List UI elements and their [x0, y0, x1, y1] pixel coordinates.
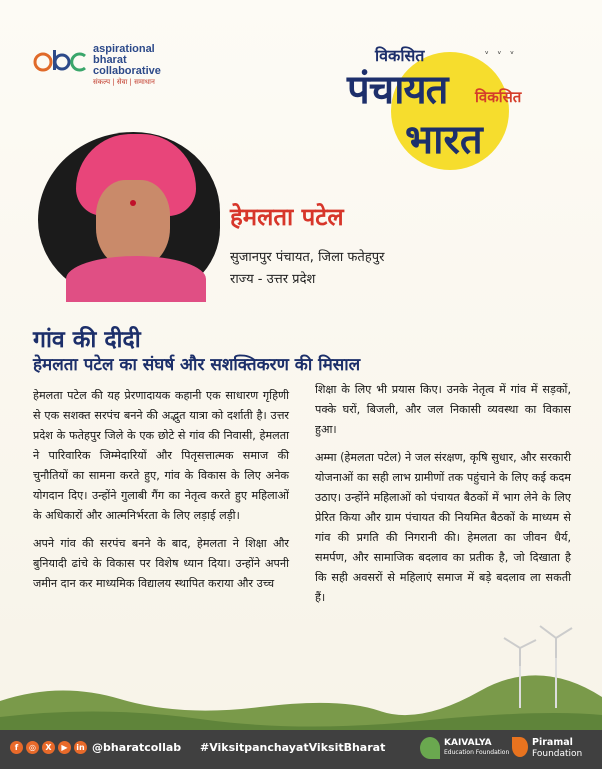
instagram-icon[interactable]: ◎: [26, 741, 39, 754]
kaivalya-mark-icon: [420, 737, 440, 759]
abc-logo: [33, 44, 193, 86]
profile-state: राज्य - उत्तर प्रदेश: [230, 272, 316, 287]
campaign-line4: भारत: [405, 117, 483, 163]
org-name: [93, 44, 161, 77]
social-handle[interactable]: @bharatcollab: [92, 741, 182, 754]
partner1-sub: Education Foundation: [444, 749, 510, 756]
paragraph: अम्मा (हेमलता पटेल) ने जल संरक्षण, कृषि सुधार, और सरकारी योजनाओं का सही लाभ ग्रामीणों तक पहुंचाने के लिए कई कदम उठाए। उन्होंने महिलाओं को पंचायत बैठकों में भाग लेने के लिए प्रेरित किया और ग्राम पंचायत की नियमित बैठकों के माध्यम से गांव की प्रगति की निगरानी की। हेमलता का जीवन धैर्य, समर्पण, और सामाजिक बदलाव का प्रतीक है, जो दिखाता है कि सही अवसरों से महिलाएं समाज में बड़े बदलाव ला सकती हैं।: [315, 451, 571, 604]
org-name-line3: collaborative: [93, 65, 161, 77]
org-name-line1: aspirational: [93, 43, 155, 55]
footer-bar: [0, 730, 602, 769]
paragraph: शिक्षा के लिए भी प्रयास किए। उनके नेतृत्व में गांव में सड़कों, पक्के घरों, बिजली, और जल निकासी व्यवस्था का विकास हुआ।: [315, 383, 571, 436]
x-icon[interactable]: X: [42, 741, 55, 754]
face: [96, 180, 170, 268]
org-name-line2: bharat: [93, 54, 127, 66]
campaign-line1: विकसित: [375, 46, 425, 65]
facebook-icon[interactable]: f: [10, 741, 23, 754]
profile-location: सुजानपुर पंचायत, जिला फतेहपुर: [230, 250, 385, 265]
campaign-line3: विकसित: [475, 88, 522, 106]
profile-name: हेमलता पटेल: [230, 203, 344, 231]
paragraph: अपने गांव की सरपंच बनने के बाद, हेमलता ने शिक्षा और बुनियादी ढांचे के विकास पर विशेष ध्यान दिया। उन्होंने अपनी जमीन दान कर माध्यमिक विद्यालय स्थापित कराया और उच्च: [33, 537, 289, 590]
org-tagline: संकल्प | सेवा | समाधान: [93, 78, 155, 86]
article-subtitle: हेमलता पटेल का संघर्ष और सशक्तिकरण की मिसाल: [33, 355, 361, 375]
campaign-hashtag[interactable]: #ViksitpanchayatViksitBharat: [200, 741, 386, 754]
paragraph: हेमलता पटेल की यह प्रेरणादायक कहानी एक साधारण गृहिणी से एक सशक्त सरपंच बनने की अद्भुत यात्रा को दर्शाती है। उत्तर प्रदेश के फतेहपुर जिले के एक छोटे से गांव की निवासी, हेमलता ने पारिवारिक जिम्मेदारियों और पितृसत्तात्मक समाज की चुनौतियों का सामना करते हुए, गांव के विकास के लिए अनेक योगदान दिए। उन्होंने गुलाबी गैंग का नेतृत्व करते हुए महिलाओं के अधिकारों और आत्मनिर्भरता के लिए लड़ाई लड़ी।: [33, 389, 289, 522]
article-column-left: [33, 386, 289, 602]
abc-logo-mark: [33, 48, 89, 72]
campaign-badge: [335, 38, 565, 168]
partner2-name: Piramal: [532, 737, 573, 748]
linkedin-icon[interactable]: in: [74, 741, 87, 754]
article-title: गांव की दीदी: [33, 327, 141, 353]
social-links: [10, 741, 87, 754]
birds-icon: ᵛ ᵛ ᵛ: [485, 50, 517, 60]
partner2-sub: Foundation: [532, 749, 583, 759]
portrait-photo: [38, 132, 220, 302]
pink-garment: [66, 256, 206, 302]
piramal-mark-icon: [512, 737, 528, 757]
wind-turbine-icon: [500, 618, 580, 708]
campaign-line2: पंचायत: [347, 67, 448, 113]
partner1-name: KAIVALYA: [444, 738, 492, 748]
youtube-icon[interactable]: ▶: [58, 741, 71, 754]
article-column-right: [315, 380, 571, 616]
bindi: [130, 200, 136, 206]
